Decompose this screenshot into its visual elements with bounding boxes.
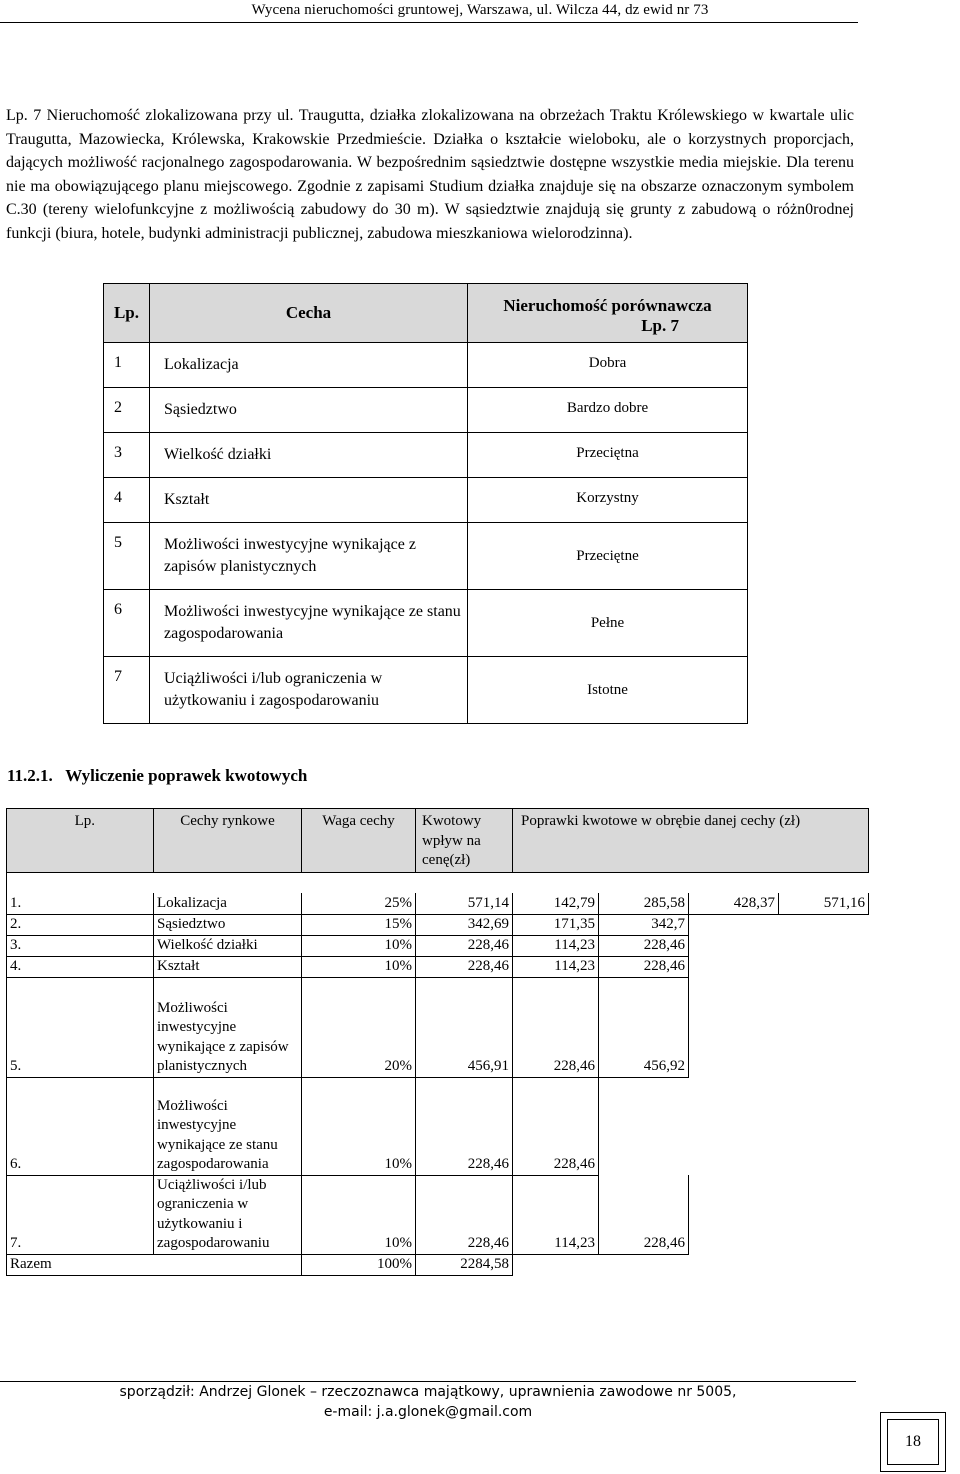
correction-value: 428,37 [689,893,779,914]
feature-name: Możliwości inwestycyjne wynikające z zapisów planistycznych [150,523,468,590]
table-row [104,523,748,590]
correction-value: 114,23 [513,956,599,977]
correction-value: 285,58 [599,893,689,914]
row-number: 4. [7,956,154,977]
correction-value: 228,46 [599,956,689,977]
feature-name: Możliwości inwestycyjne wynikające ze stanu zagospodarowania [150,590,468,657]
correction-value: 228,46 [599,1175,689,1254]
corrections-row [7,914,869,935]
feature-weight: 10% [302,1077,416,1175]
total-amount: 2284,58 [416,1254,513,1275]
property-description: Lp. 7 Nieruchomość zlokalizowana przy ul. Traugutta, działka zlokalizowana na obrzeżach Traktu Królewskiego w kwartale ulic Traugutta, Mazowiecka, Królewska, Krakowskie Przedmieście. Działka o kształcie wieloboku, ale o korzystnych proporcjach, dających możliwość racjonalnego zagospodarowania. W bezpośrednim sąsiedztwie dostępne wszystkie media miejskie. Dla terenu nie ma obowiązującego planu miejscowego. Zgodnie z zapisami Studium działka znajduje się na obszarze oznaczonym symbolem C.30 (tereny wielofunkcyjne z możliwością zabudowy do 30 m). W sąsiedztwie znajdują się grunty z zabudową o różn0rodnej funkcji (biura, hotele, budynki administracji publicznej, zabudowa mieszkaniowa wielorodzinna). [6,107,854,242]
feature-value: Korzystny [468,478,748,523]
col-corrections: Poprawki kwotowe w obrębie danej cechy (zł) [513,809,869,873]
table-row [104,657,748,724]
corrections-row [7,956,869,977]
correction-value: 228,46 [513,977,599,1077]
corrections-row [7,1077,869,1175]
corrections-row [7,935,869,956]
page-number: 18 [887,1419,939,1465]
corrections-row [7,893,869,914]
feature-weight: 10% [302,956,416,977]
correction-value [779,956,869,977]
feature-value: Przeciętne [468,523,748,590]
features-table [103,283,748,724]
row-number: 2 [104,388,150,433]
footer-email: e-mail: j.a.glonek@gmail.com [323,1404,533,1420]
feature-amount: 456,91 [416,977,513,1077]
correction-value: 114,23 [513,1175,599,1254]
table-row [104,433,748,478]
correction-value [779,914,869,935]
row-number: 1 [104,343,150,388]
correction-value: 228,46 [599,935,689,956]
table-row [104,590,748,657]
correction-value [779,1077,869,1175]
row-number: 1. [7,893,154,914]
features-header-row [104,284,748,343]
correction-value [779,935,869,956]
corrections-table [6,808,869,1276]
row-number: 7. [7,1175,154,1254]
total-weight: 100% [302,1254,416,1275]
row-number: 5. [7,977,154,1077]
correction-value [599,1077,689,1175]
feature-weight: 10% [302,935,416,956]
corrections-header-row [7,809,869,873]
feature-name: Sąsiedztwo [150,388,468,433]
correction-value: 456,92 [599,977,689,1077]
feature-name: Kształt [150,478,468,523]
row-number: 6. [7,1077,154,1175]
col-amount: Kwotowy wpływ na cenę(zł) [416,809,513,873]
feature-amount: 228,46 [416,1175,513,1254]
document-header: Wycena nieruchomości gruntowej, Warszawa, ul. Wilcza 44, dz ewid nr 73 [251,2,709,18]
table-row [104,343,748,388]
feature-name: Wielkość działki [150,433,468,478]
correction-value [689,1175,779,1254]
correction-value [779,1175,869,1254]
feature-value: Istotne [468,657,748,724]
col-feature: Cechy rynkowe [154,809,302,873]
total-row [7,1254,869,1275]
feature-amount: 571,14 [416,893,513,914]
col-feature: Cecha [150,284,468,343]
feature-weight: 10% [302,1175,416,1254]
row-number: 3 [104,433,150,478]
correction-value [689,956,779,977]
feature-name: Wielkość działki [154,935,302,956]
correction-value: 171,35 [513,914,599,935]
feature-name: Możliwości inwestycyjne wynikające z zapisów planistycznych [154,977,302,1077]
col-weight: Waga cechy [302,809,416,873]
feature-name: Lokalizacja [154,893,302,914]
correction-value: 142,79 [513,893,599,914]
feature-name: Lokalizacja [150,343,468,388]
table-row [104,388,748,433]
row-number: 2. [7,914,154,935]
table-row [104,478,748,523]
feature-name: Możliwości inwestycyjne wynikające ze stanu zagospodarowania [154,1077,302,1175]
row-number: 7 [104,657,150,724]
col-lp: Lp. [104,284,150,343]
footer-rule [0,1381,856,1382]
total-label: Razem [7,1254,302,1275]
feature-name: Kształt [154,956,302,977]
row-number: 5 [104,523,150,590]
section-heading: 11.2.1. Wyliczenie poprawek kwotowych [7,766,308,785]
header-rule [0,22,858,23]
correction-value [689,935,779,956]
feature-value: Dobra [468,343,748,388]
correction-value: 342,7 [599,914,689,935]
correction-value [689,1077,779,1175]
row-number: 6 [104,590,150,657]
feature-amount: 228,46 [416,956,513,977]
corrections-row [7,977,869,1077]
feature-name: Sąsiedztwo [154,914,302,935]
col-lp: Lp. [7,809,154,873]
feature-value: Pełne [468,590,748,657]
correction-value: 571,16 [779,893,869,914]
page-number-box [880,1412,946,1472]
feature-value: Przeciętna [468,433,748,478]
feature-weight: 25% [302,893,416,914]
comparable-title: Nieruchomość porównawcza [503,296,712,315]
col-comparable [468,284,748,343]
correction-value: 114,23 [513,935,599,956]
comparable-lp: Lp. 7 [641,316,679,335]
corrections-row [7,1175,869,1254]
correction-value [689,977,779,1077]
feature-value: Bardzo dobre [468,388,748,433]
correction-value [689,914,779,935]
feature-name: Uciążliwości i/lub ograniczenia w użytkowaniu i zagospodarowaniu [150,657,468,724]
feature-weight: 20% [302,977,416,1077]
row-number: 3. [7,935,154,956]
footer-author: sporządził: Andrzej Glonek – rzeczoznawca majątkowy, uprawnienia zawodowe nr 5005, [119,1384,737,1400]
row-number: 4 [104,478,150,523]
correction-value: 228,46 [513,1077,599,1175]
feature-weight: 15% [302,914,416,935]
correction-value [779,977,869,1077]
feature-name: Uciążliwości i/lub ograniczenia w użytkowaniu i zagospodarowaniu [154,1175,302,1254]
feature-amount: 228,46 [416,1077,513,1175]
feature-amount: 228,46 [416,935,513,956]
feature-amount: 342,69 [416,914,513,935]
